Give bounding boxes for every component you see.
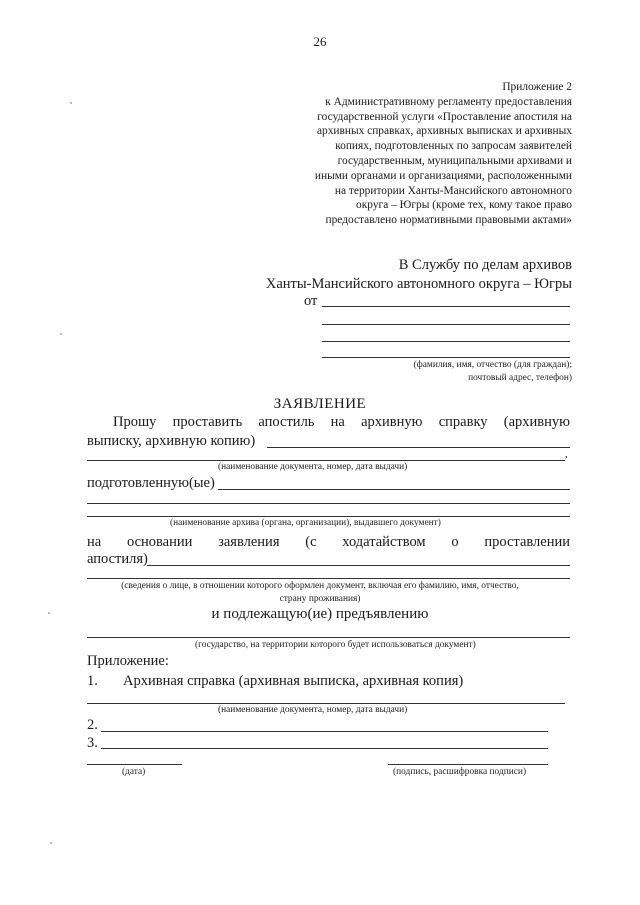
- comma-mark: ,: [565, 448, 568, 460]
- subject-label: и подлежащую(ие) предъявлению: [211, 606, 429, 622]
- caption-document: (наименование документа, номер, дата выдачи): [218, 462, 408, 472]
- caption-person-2: страну проживания): [279, 594, 361, 604]
- request-line-2: выписку, архивную копию): [87, 433, 256, 449]
- attachment-3-field-line[interactable]: [101, 748, 548, 749]
- request-word: проставить: [172, 414, 243, 430]
- basis-word: основании: [126, 534, 193, 550]
- attachment-3-number: 3.: [87, 735, 98, 751]
- caption-attachment-1: (наименование документа, номер, дата выдачи): [218, 705, 408, 715]
- person-field-line[interactable]: [87, 578, 570, 579]
- document-field-line[interactable]: [87, 460, 565, 461]
- signature-field-line[interactable]: [388, 764, 548, 765]
- archive-field-line[interactable]: [87, 516, 570, 517]
- archive-field-line[interactable]: [87, 503, 570, 504]
- from-field-line[interactable]: [322, 357, 570, 358]
- attachment-2-number: 2.: [87, 717, 98, 733]
- appendix-line: архивных справках, архивных выписках и архивных: [316, 125, 572, 138]
- scan-speck: [50, 842, 52, 844]
- basis-word: ходатайством: [342, 534, 426, 550]
- caption-archive: (наименование архива (органа, организации), выдавшего документ): [170, 518, 441, 528]
- appendix-line: на территории Ханты-Мансийского автономного: [334, 184, 572, 197]
- appendix-line: иными органами и организациями, расположенными: [314, 169, 572, 182]
- date-field-line[interactable]: [87, 764, 182, 765]
- scan-speck: [70, 102, 72, 104]
- appendix-header: [252, 80, 572, 228]
- basis-word: (с: [305, 534, 317, 550]
- basis-word: проставлении: [484, 534, 570, 550]
- basis-line-2: апостиля): [87, 551, 148, 567]
- from-field-line[interactable]: [322, 324, 570, 325]
- addressee-line-1: В Службу по делам архивов: [398, 257, 572, 273]
- addressee-caption-1: (фамилия, имя, отчество (для граждан);: [413, 360, 572, 370]
- scan-speck: [48, 612, 50, 614]
- request-word: на: [330, 414, 345, 430]
- page-number: 26: [313, 34, 327, 49]
- request-line-1: [113, 414, 570, 431]
- addressee-caption-2: почтовый адрес, телефон): [468, 373, 572, 383]
- appendix-line: к Административному регламенту предоставления: [325, 95, 572, 108]
- appendix-line: Приложение 2: [502, 81, 572, 93]
- person-field-line[interactable]: [147, 565, 570, 566]
- document-field-line[interactable]: [267, 447, 570, 448]
- request-word: архивную: [361, 414, 423, 430]
- addressee-line-2: Ханты-Мансийского автономного округа – Югры: [265, 276, 572, 292]
- archive-field-line[interactable]: [218, 489, 570, 490]
- from-field-line[interactable]: [322, 306, 570, 307]
- basis-line-1: [87, 534, 570, 551]
- prepared-label: подготовленную(ые): [87, 475, 215, 491]
- appendix-line: копиях, подготовленных по запросам заявителей: [335, 140, 572, 153]
- attachments-label: Приложение:: [87, 653, 169, 669]
- request-word: Прошу: [113, 414, 157, 430]
- caption-state: (государство, на территории которого будет использоваться документ): [195, 640, 476, 650]
- date-caption: (дата): [122, 767, 146, 777]
- basis-word: на: [87, 534, 102, 550]
- caption-person-1: (сведения о лице, в отношении которого оформлен документ, включая его фамилию, имя, отчество,: [121, 581, 519, 591]
- request-word: апостиль: [258, 414, 315, 430]
- attachment-1-field-line[interactable]: [87, 703, 565, 704]
- state-field-line[interactable]: [87, 637, 570, 638]
- request-word: справку: [438, 414, 488, 430]
- appendix-line: округа – Югры (кроме тех, кому такое право: [356, 199, 572, 212]
- appendix-line: предоставлено нормативными правовыми актами»: [325, 214, 572, 227]
- attachment-1-text: Архивная справка (архивная выписка, архивная копия): [123, 673, 464, 689]
- appendix-line: государственной услуги «Проставление апостиля на: [317, 110, 572, 123]
- from-label: от: [304, 293, 318, 309]
- basis-word: о: [451, 534, 459, 550]
- request-word: (архивную: [503, 414, 570, 430]
- scan-speck: [60, 333, 62, 335]
- attachment-2-field-line[interactable]: [101, 731, 548, 732]
- basis-word: заявления: [218, 534, 280, 550]
- attachment-1-number: 1.: [87, 673, 98, 689]
- from-field-line[interactable]: [322, 341, 570, 342]
- document-title: ЗАЯВЛЕНИЕ: [273, 396, 367, 412]
- signature-caption: (подпись, расшифровка подписи): [393, 767, 527, 777]
- appendix-line: государственным, муниципальными архивами и: [337, 154, 572, 167]
